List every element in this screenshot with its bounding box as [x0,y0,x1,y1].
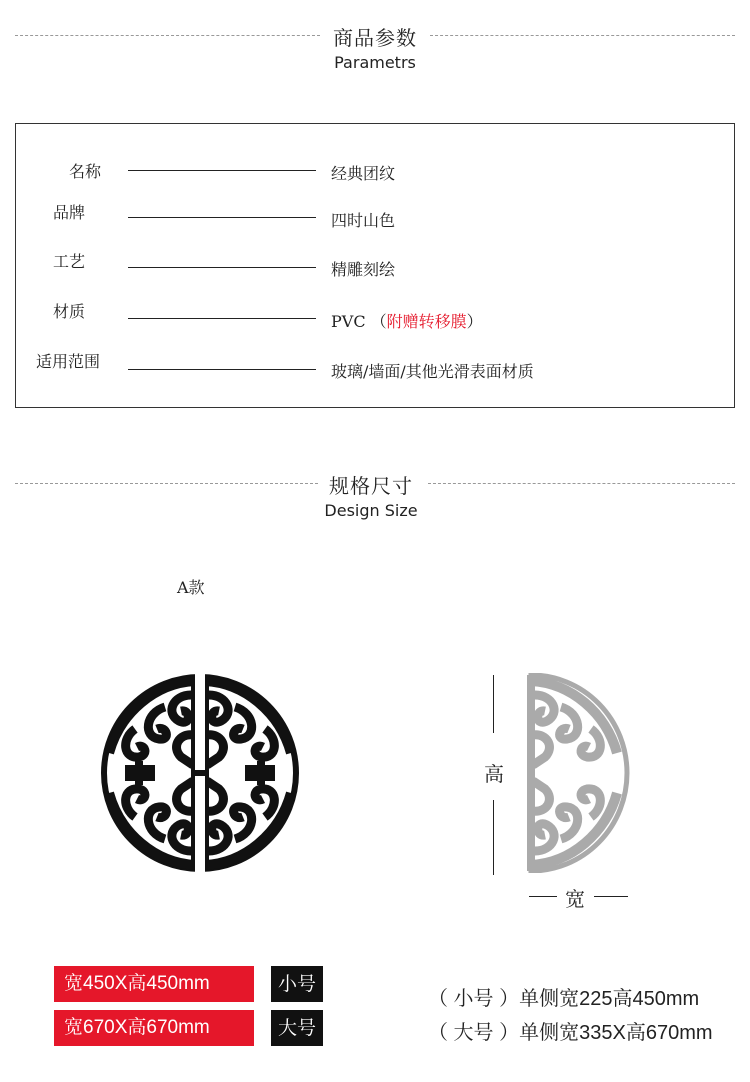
param-label: 品牌 [52,203,85,222]
param-value-text: PVC （ [331,312,387,331]
size-note-large: （ 大号 ）单侧宽335X高670mm [428,1022,713,1044]
size-key-small: 小号 [271,966,323,1002]
param-label: 名称 [68,162,101,181]
width-guide-left [529,896,557,897]
height-guide-top [493,675,494,733]
param-line [128,217,316,218]
size-tag-large: 宽670X高670mm [54,1010,254,1046]
param-label: 适用范围 [35,352,100,371]
divider-left [15,483,318,484]
params-section-title: 商品参数 [333,26,417,50]
params-table [15,123,735,408]
param-line [128,318,316,319]
param-row [16,249,736,279]
ornament-full-image [95,673,305,873]
divider-left [15,35,320,36]
param-label: 工艺 [52,252,85,271]
height-label: 高 [484,762,504,786]
size-key-large: 大号 [271,1010,323,1046]
param-value: 四时山色 [331,211,396,230]
param-row [16,159,736,189]
divider-right [428,483,735,484]
width-guide-right [594,896,628,897]
size-note-small: （ 小号 ）单侧宽225高450mm [428,988,700,1010]
params-section-subtitle: Parametrs [334,53,416,72]
param-row [16,299,736,329]
param-value: 经典团纹 [331,164,396,183]
ornament-half-image [525,673,635,873]
size-section-subtitle: Design Size [324,501,418,520]
divider-right [430,35,735,36]
height-guide-bottom [493,800,494,875]
gift-note: 附赠转移膜 [386,312,467,331]
size-tag-small: 宽450X高450mm [54,966,254,1002]
width-label: 宽 [565,887,585,911]
param-line [128,267,316,268]
param-label: 材质 [52,302,85,321]
param-value: 精雕刻绘 [331,260,396,279]
param-value: 玻璃/墙面/其他光滑表面材质 [331,362,534,381]
size-section-title: 规格尺寸 [329,474,413,498]
param-value [331,309,483,332]
param-row [16,349,736,379]
param-line [128,369,316,370]
style-label: A款 [177,578,205,597]
param-row [16,200,736,230]
param-line [128,170,316,171]
param-value-close: ） [466,312,483,331]
